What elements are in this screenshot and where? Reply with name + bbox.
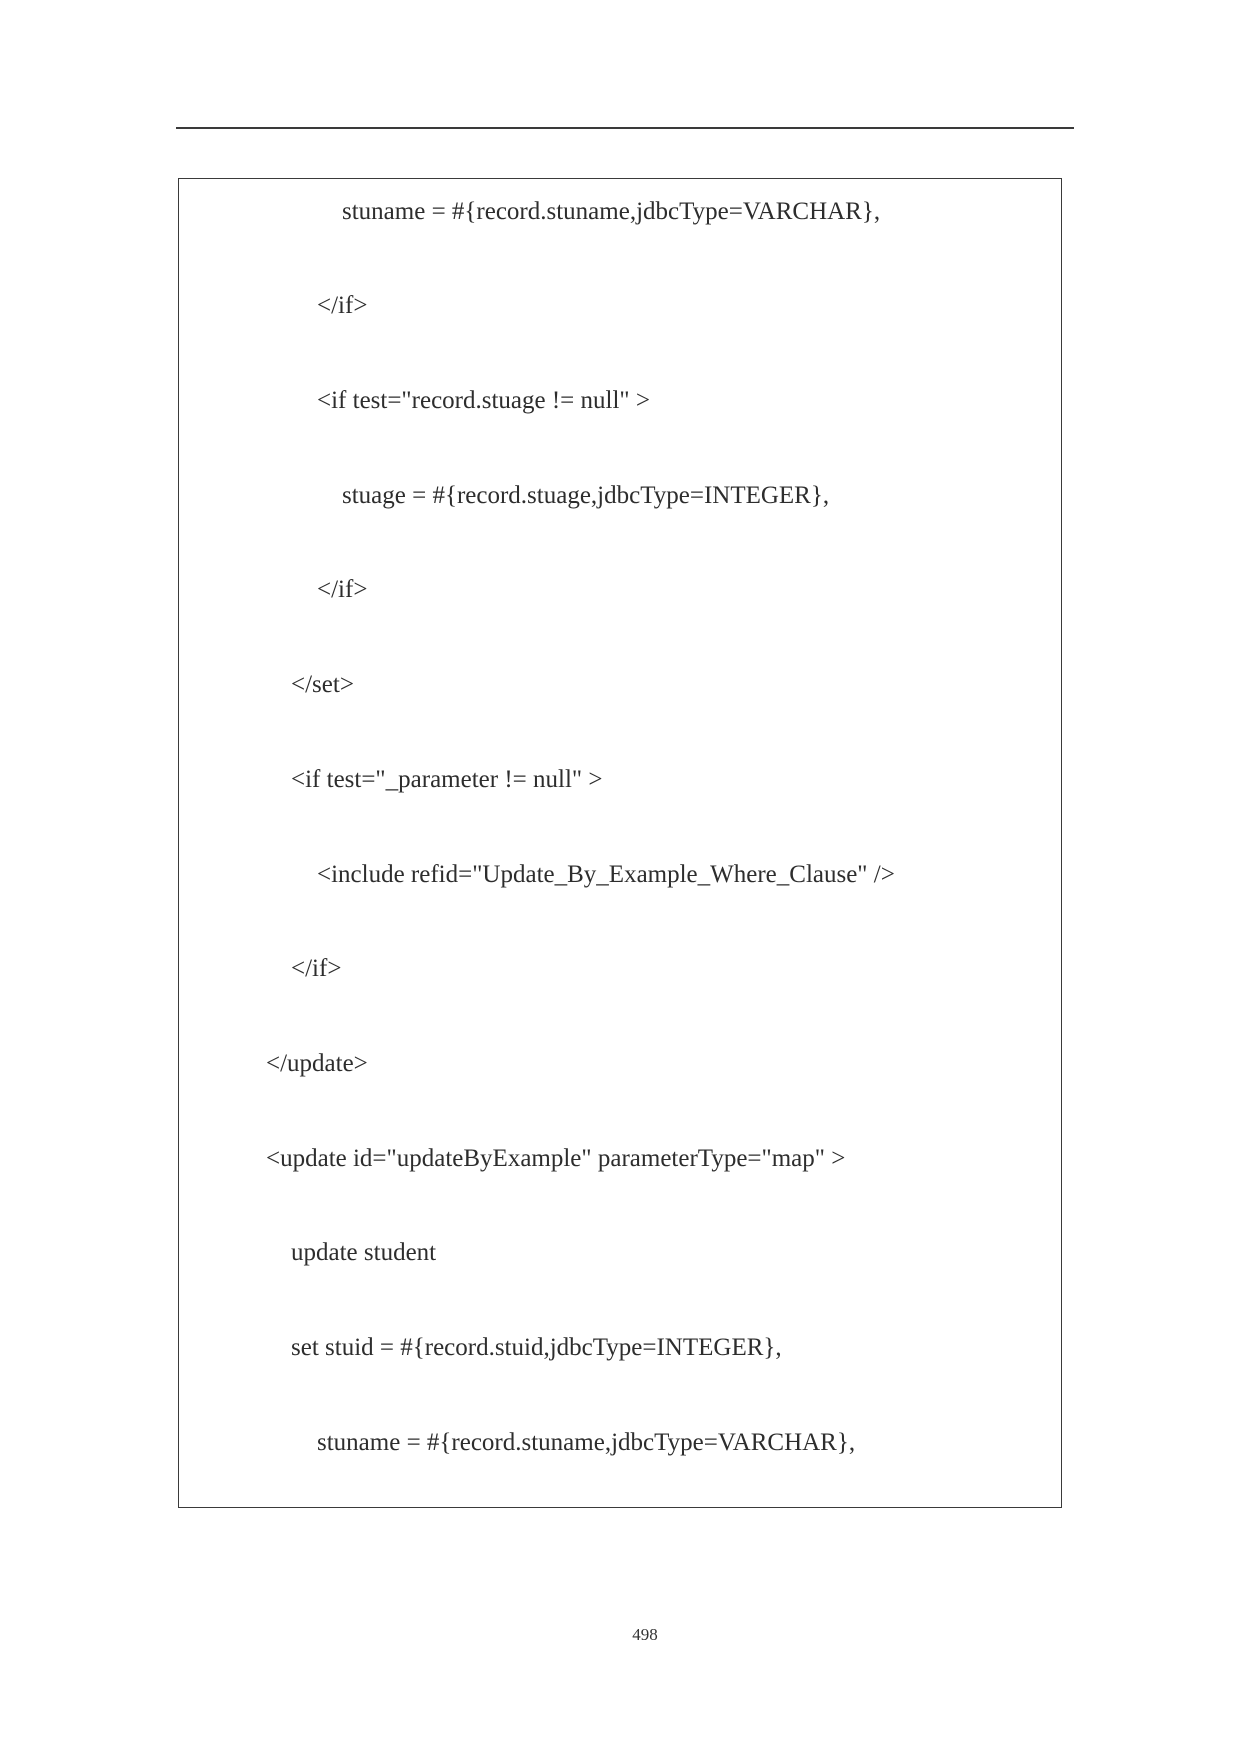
code-listing-box	[178, 178, 1062, 1508]
code-line: <include refid="Update_By_Example_Where_Clause" />	[317, 861, 895, 888]
code-line: </if>	[317, 292, 368, 319]
page-number: 498	[632, 1625, 658, 1644]
code-line: stuage = #{record.stuage,jdbcType=INTEGER},	[342, 482, 830, 509]
code-line: update student	[291, 1239, 437, 1266]
code-line: </set>	[291, 671, 354, 698]
code-line: stuname = #{record.stuname,jdbcType=VARCHAR},	[342, 198, 881, 225]
code-line: stuname = #{record.stuname,jdbcType=VARCHAR},	[317, 1429, 856, 1456]
code-line: <if test="_parameter != null" >	[291, 766, 603, 793]
code-line: set stuid = #{record.stuid,jdbcType=INTEGER},	[291, 1334, 782, 1361]
header-rule	[176, 127, 1074, 129]
code-line: <update id="updateByExample" parameterType="map" >	[266, 1145, 846, 1172]
code-line: </if>	[291, 955, 342, 982]
code-line: <if test="record.stuage != null" >	[317, 387, 650, 414]
code-line: </update>	[266, 1050, 368, 1077]
code-line: </if>	[317, 576, 368, 603]
